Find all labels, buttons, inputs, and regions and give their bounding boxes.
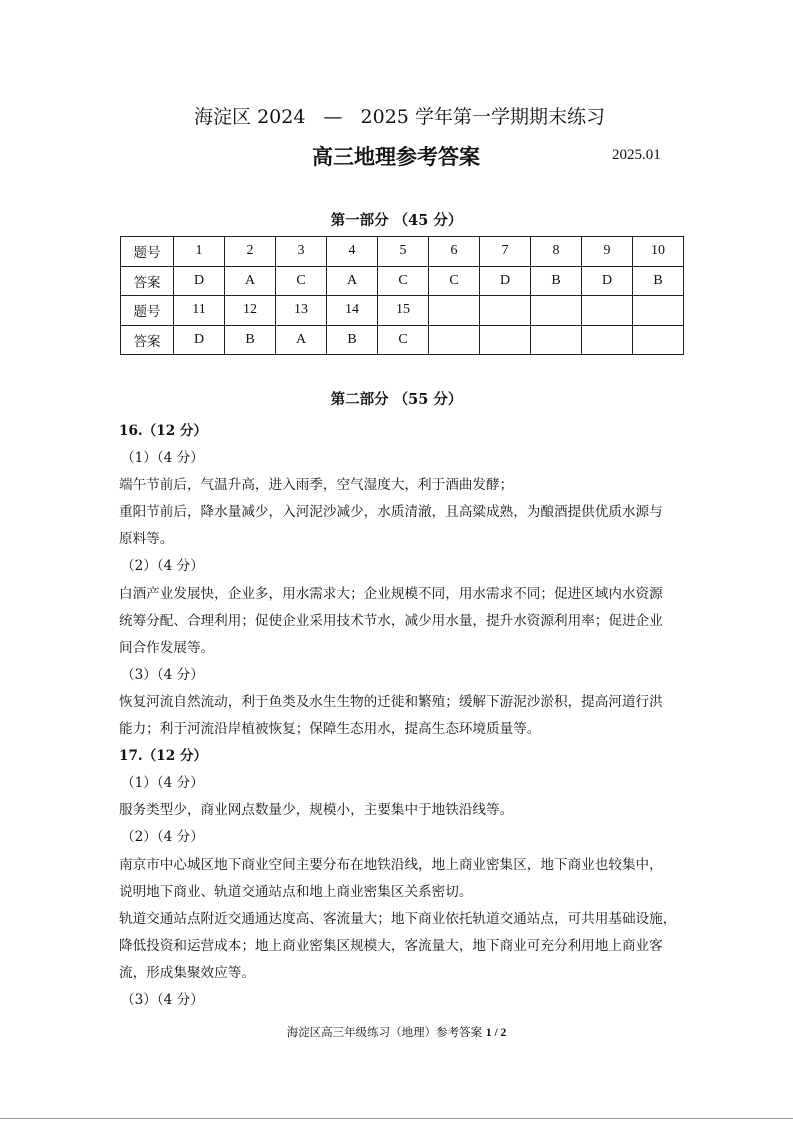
table-cell: B (225, 325, 276, 355)
table-cell: 14 (327, 296, 378, 326)
page-divider (0, 1118, 793, 1119)
table-cell: B (327, 325, 378, 355)
table-cell (582, 325, 633, 355)
table-cell: 5 (378, 237, 429, 267)
table-cell: B (531, 266, 582, 296)
table-cell: D (480, 266, 531, 296)
answer-line: 流，形成集聚效应等。 (119, 964, 255, 981)
table-cell: 1 (174, 237, 225, 267)
table-cell: 3 (276, 237, 327, 267)
table-cell: 12 (225, 296, 276, 326)
row-label: 答案 (121, 325, 174, 355)
answer-line: 服务类型少，商业网点数量少，规模小，主要集中于地铁沿线等。 (119, 802, 514, 819)
answer-line: 南京市中心城区地下商业空间主要分布在地铁沿线，地上商业密集区，地下商业也较集中， (119, 856, 663, 873)
answer-line: 原料等。 (119, 531, 174, 548)
answer-line: 降低投资和运营成本；地上商业密集区规模大，客流量大，地下商业可充分利用地上商业客 (119, 937, 663, 954)
table-cell: 2 (225, 237, 276, 267)
answer-body (119, 418, 679, 1014)
title-part: 海淀区 2024 (194, 106, 306, 128)
table-cell: C (378, 325, 429, 355)
answer-line: 重阳节前后，降水量减少，入河泥沙减少，水质清澈，且高粱成熟，为酿酒提供优质水源与 (119, 504, 663, 521)
subquestion-heading: （3）（4 分） (121, 991, 204, 1008)
table-cell: A (225, 266, 276, 296)
table-cell: A (276, 325, 327, 355)
table-cell: 10 (633, 237, 684, 267)
subquestion-heading: （2）（4 分） (121, 829, 204, 846)
table-cell: 13 (276, 296, 327, 326)
row-label: 题号 (121, 296, 174, 326)
table-cell (633, 325, 684, 355)
table-cell: C (378, 266, 429, 296)
table-cell: 7 (480, 237, 531, 267)
table-cell (531, 296, 582, 326)
table-cell: D (582, 266, 633, 296)
table-cell: B (633, 266, 684, 296)
document-subtitle: 高三地理参考答案 (312, 144, 480, 169)
document-date: 2025.01 (612, 147, 661, 163)
question-heading: 16.（12 分） (119, 423, 208, 439)
table-cell (429, 296, 480, 326)
answer-line: 白酒产业发展快，企业多，用水需求大；企业规模不同，用水需求不同；促进区域内水资源 (119, 585, 663, 602)
part2-heading: 第二部分 （55 分） (330, 391, 463, 408)
table-cell (480, 296, 531, 326)
answer-line: 说明地下商业、轨道交通站点和地上商业密集区关系密切。 (119, 883, 473, 900)
table-cell: 15 (378, 296, 429, 326)
answer-line: 能力；利于河流沿岸植被恢复；保障生态用水，提高生态环境质量等。 (119, 721, 541, 738)
subquestion-heading: （3）（4 分） (121, 666, 204, 683)
table-cell (582, 296, 633, 326)
table-cell: 8 (531, 237, 582, 267)
title-part: 2025 学年第一学期期末练习 (360, 106, 605, 128)
answer-line: 恢复河流自然流动，利于鱼类及水生生物的迁徙和繁殖；缓解下游泥沙淤积，提高河道行洪 (119, 693, 663, 710)
table-cell (633, 296, 684, 326)
part1-heading: 第一部分 （45 分） (330, 212, 463, 229)
table-cell (480, 325, 531, 355)
table-cell: D (174, 266, 225, 296)
answer-line: 间合作发展等。 (119, 639, 215, 656)
subquestion-heading: （2）（4 分） (121, 558, 204, 575)
table-cell: C (429, 266, 480, 296)
row-label: 答案 (121, 266, 174, 296)
table-cell: 9 (582, 237, 633, 267)
page-number: 1 / 2 (485, 1027, 507, 1039)
answer-line: 统筹分配、合理利用；促使企业采用技术节水，减少用水量，提升水资源利用率；促进企业 (119, 612, 663, 629)
footer-text: 海淀区高三年级练习（地理）参考答案 (286, 1025, 483, 1039)
row-label: 题号 (121, 237, 174, 267)
table-row (121, 296, 684, 326)
table-cell (531, 325, 582, 355)
table-row (121, 325, 684, 355)
table-row (121, 266, 684, 296)
table-cell: C (276, 266, 327, 296)
answer-line: 轨道交通站点附近交通通达度高、客流量大；地下商业依托轨道交通站点，可共用基础设施， (119, 910, 677, 927)
table-cell: 6 (429, 237, 480, 267)
table-cell: 4 (327, 237, 378, 267)
table-cell (429, 325, 480, 355)
table-cell: D (174, 325, 225, 355)
table-cell: 11 (174, 296, 225, 326)
answer-table (120, 236, 684, 355)
table-row (121, 237, 684, 267)
subquestion-heading: （1）（4 分） (121, 775, 204, 792)
title-part: — (323, 106, 343, 128)
question-heading: 17.（12 分） (119, 748, 208, 765)
subquestion-heading: （1）（4 分） (121, 450, 204, 467)
document-title (0, 102, 793, 129)
table-cell: A (327, 266, 378, 296)
page-footer (0, 1024, 793, 1040)
answer-line: 端午节前后，气温升高，进入雨季，空气湿度大，利于酒曲发酵； (119, 477, 514, 494)
